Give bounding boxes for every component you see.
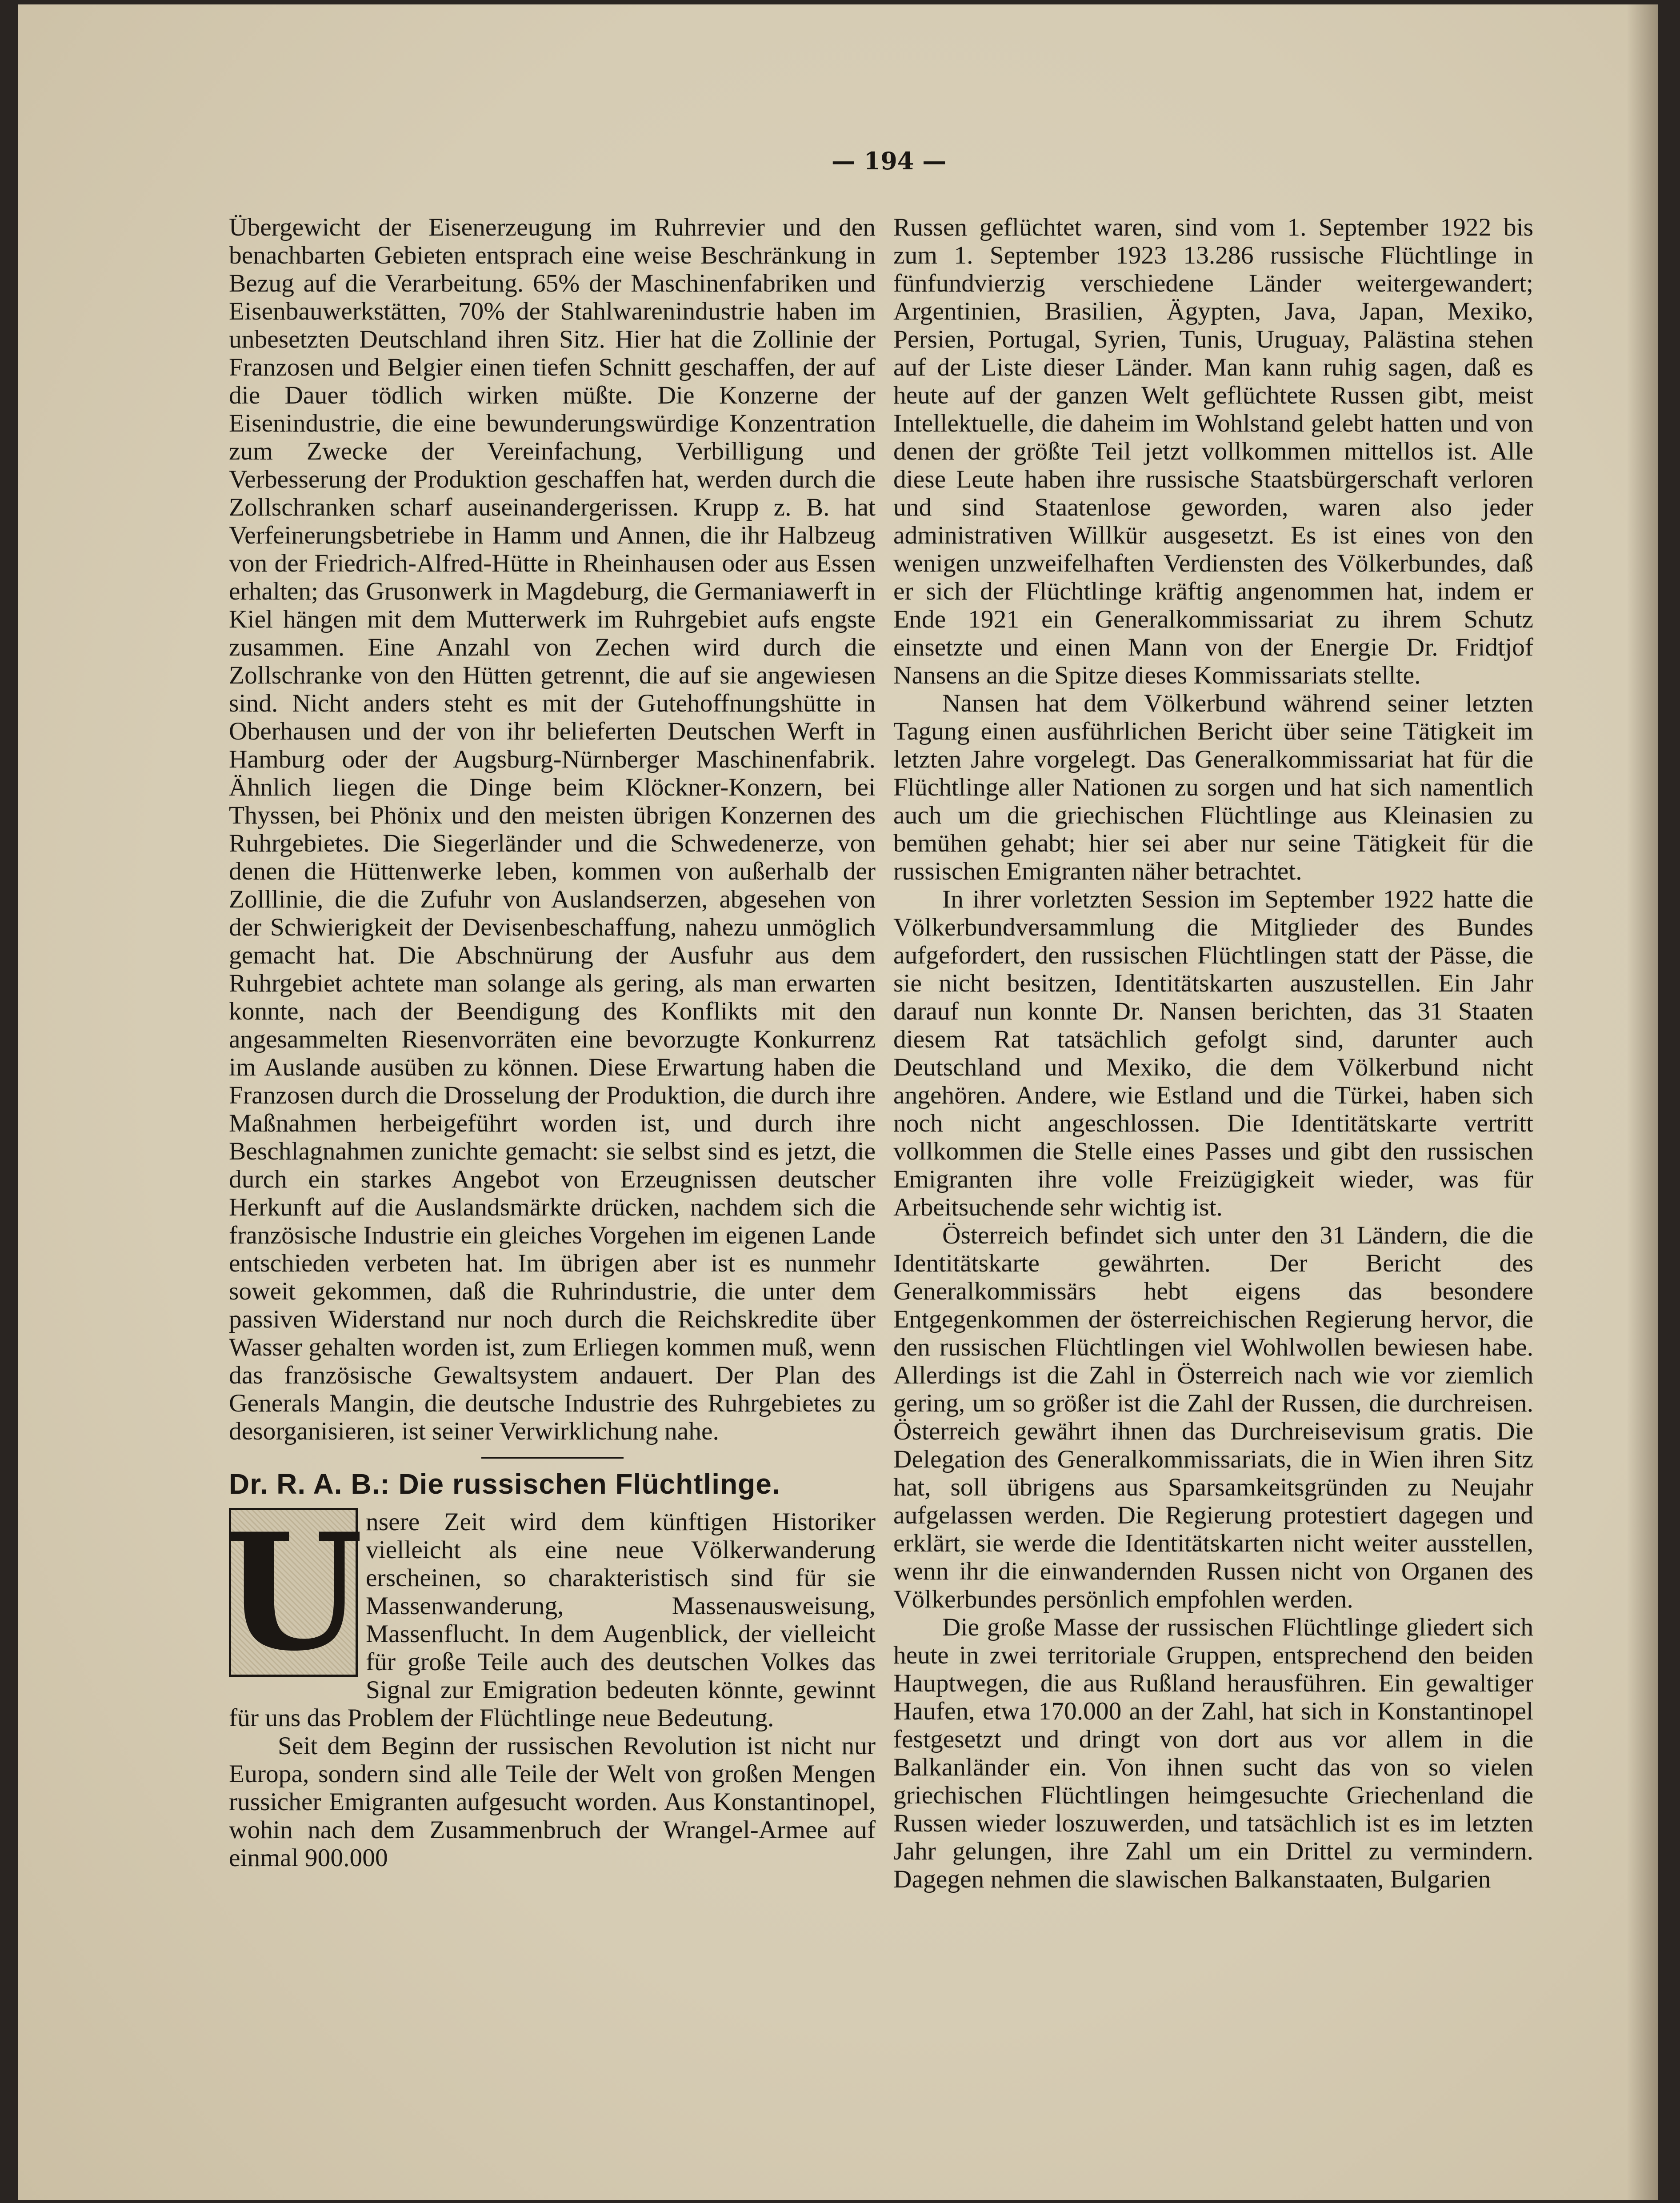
right-paragraph-5: Die große Masse der russischen Flüchtlinge gliedert sich heute in zwei territoriale Gruppen, entsprechend den beiden Hauptwegen, die aus Rußland herausführen. Ein gewaltiger Haufen, etwa 170.000 an der Zahl, hat sich in Konstantinopel festgesetzt und dringt von dort aus vor allem in die Balkanländer ein. Von ihnen sucht das von so vielen griechischen Flüchtlingen heimgesuchte Griechenland die Russen wieder loszuwerden, und tatsächlich ist es im letzten Jahr gelungen, ihre Zahl um ein Drittel zu vermindern. Dagegen nehmen die slawischen Balkanstaaten, Bulgarien (893, 1613, 1533, 1893)
page-edge-shadow (1627, 4, 1658, 2200)
page-number: — 194 — (831, 147, 947, 175)
right-paragraph-2: Nansen hat dem Völkerbund während seiner letzten Tagung einen ausführlichen Bericht über seine Tätigkeit im letzten Jahre vorgelegt. Das Generalkommissariat hat für die Flüchtlinge aller Nationen zu sorgen und hat sich namentlich auch um die griechischen Flüchtlinge aus Kleinasien zu bemühen gehabt; hier sei aber nur seine Tätigkeit für die russischen Emigranten näher betrachtet. (893, 689, 1533, 885)
dropcap-initial (224, 1498, 363, 1686)
scanned-page (18, 4, 1658, 2200)
second-paragraph: Seit dem Beginn der russischen Revolution ist nicht nur Europa, sondern sind alle Teile der Welt von großen Mengen russicher Emigranten aufgesucht worden. Aus Konstantinopel, wohin nach dem Zusammenbruch der Wrangel-Armee auf einmal 900.000 (229, 1732, 876, 1872)
right-paragraph-1: Russen geflüchtet waren, sind vom 1. September 1922 bis zum 1. September 1923 13.286 russische Flüchtlinge in fünfundvierzig verschiedene Länder weitergewandert; Argentinien, Brasilien, Ägypten, Java, Japan, Mexiko, Persien, Portugal, Syrien, Tunis, Uruguay, Palästina stehen auf der Liste dieser Länder. Man kann ruhig sagen, daß es heute auf der ganzen Welt geflüchtete Russen gibt, meist Intellektuelle, die daheim im Wohlstand gelebt hatten und von denen der größte Teil jetzt vollkommen mittellos ist. Alle diese Leute haben ihre russische Staatsbürgerschaft verloren und sind Staatenlose geworden, waren also jeder administrativen Willkür ausgesetzt. Es ist eines von den wenigen unzweifelhaften Verdiensten des Völkerbundes, daß er sich der Flüchtlinge kräftig angenommen hat, indem er Ende 1921 ein Generalkommissariat zu ihrem Schutz einsetzte und einen Mann von der Energie Dr. Fridtjof Nansens an die Spitze dieses Kommissariats stellte. (893, 213, 1533, 689)
right-paragraph-4: Österreich befindet sich unter den 31 Ländern, die die Identitätskarte gewährten. Der Bericht des Generalkommissärs hebt eigens das besondere Entgegenkommen der österreichischen Regierung hervor, die den russischen Flüchtlingen viel Wohlwollen bewiesen habe. Allerdings ist die Zahl in Österreich nach wie vor ziemlich gering, um so größer ist die Zahl der Russen, die durchreisen. Österreich gewährt ihnen das Durchreisevisum gratis. Die Delegation des Generalkommissariats, die in Wien ihren Sitz hat, soll übrigens aus Sparsamkeitsgründen zu Neujahr aufgelassen werden. Die Regierung protestiert dagegen und erklärt, sie werde die Identitätskarten nicht weiter ausstellen, wenn ihr die einwandernden Russen nicht von Organen des Völkerbundes persönlich empfohlen werden. (893, 1221, 1533, 1613)
dropcap-letter: U (224, 1498, 363, 1686)
left-column (224, 213, 876, 1872)
right-column (893, 213, 1533, 1893)
continued-paragraph: Übergewicht der Eisenerzeugung im Ruhrrevier und den benachbarten Gebieten entsprach eine weise Beschränkung in Bezug auf die Verarbeitung. 65% der Maschinenfabriken und Eisenbauwerkstätten, 70% der Stahlwarenindustrie haben im unbesetzten Deutschland ihren Sitz. Hier hat die Zollinie der Franzosen und Belgier einen tiefen Schnitt geschaffen, der auf die Dauer tödlich wirken müßte. Die Konzerne der Eisenindustrie, die eine bewunderungswürdige Konzentration zum Zwecke der Vereinfachung, Verbilligung und Verbesserung der Produktion geschaffen hat, werden durch die Zollschranken scharf auseinandergerissen. Krupp z. B. hat Verfeinerungsbetriebe in Hamm und Annen, die ihr Halbzeug von der Friedrich-Alfred-Hütte in Rheinhausen oder aus Essen erhalten; das Grusonwerk in Magdeburg, die Germaniawerft in Kiel hängen mit dem Mutterwerk im Ruhrgebiet aufs engste zusammen. Eine Anzahl von Zechen wird durch die Zollschranke von den Hütten getrennt, die auf sie angewiesen sind. Nicht anders steht es mit der Gutehoffnungshütte in Oberhausen und der von ihr belieferten Deutschen Werft in Hamburg oder der Augsburg-Nürnberger Maschinenfabrik. Ähnlich liegen die Dinge beim Klöckner-Konzern, bei Thyssen, bei Phönix und den meisten übrigen Konzernen des Ruhrgebietes. Die Siegerländer und die Schwedenerze, von denen die Hüttenwerke leben, kommen von außerhalb der Zolllinie, die die Zufuhr von Auslandserzen, abgesehen von der Schwierigkeit der Devisenbeschaffung, nahezu unmöglich gemacht hat. Die Abschnürung der Ausfuhr aus dem Ruhrgebiet achtete man solange als gering, als man erwarten konnte, nach der Beendigung des Konflikts mit den angesammelten Riesenvorräten eine bevorzugte Konkurrenz im Auslande ausüben zu können. Diese Erwartung haben die Franzosen durch die Drosselung der Produktion, die durch ihre Maßnahmen herbeigeführt worden ist, und durch ihre Beschlagnahmen zunichte gemacht: sie selbst sind es jetzt, die durch ein starkes Angebot von Erzeugnissen deutscher Herkunft auf die Auslandsmärkte drücken, nachdem sich die französische Industrie ein gleiches Vorgehen im eigenen Lande entschieden verbeten hat. Im übrigen aber ist es nunmehr soweit gekommen, daß die Ruhrindustrie, die unter dem passiven Widerstand nur noch durch die Reichskredite über Wasser gehalten worden ist, zum Erliegen kommen muß, wenn das französische Gewaltsystem andauert. Der Plan des Generals Mangin, die deutsche Industrie des Ruhrgebietes zu desorganisieren, ist seiner Verwirklichung nahe. (229, 213, 876, 1445)
right-paragraph-3: In ihrer vorletzten Session im September 1922 hatte die Völkerbundversammlung die Mitglieder des Bundes aufgefordert, den russischen Flüchtlingen statt der Pässe, die sie nicht besitzen, Identitätskarten auszustellen. Ein Jahr darauf nun konnte Dr. Nansen berichten, das 31 Staaten diesem Rat tatsächlich gefolgt sind, darunter auch Deutschland und Mexiko, die dem Völkerbund nicht angehören. Andere, wie Estland und die Türkei, haben sich noch nicht angeschlossen. Die Identitätskarte vertritt vollkommen die Stelle eines Passes und gibt den russischen Emigranten ihre volle Freizügigkeit wieder, was für Arbeitsuchende sehr wichtig ist. (893, 885, 1533, 1221)
article-title: Dr. R. A. B.: Die russischen Flüchtlinge. (229, 1468, 780, 1500)
section-divider (481, 1457, 624, 1459)
first-paragraph: nsere Zeit wird dem künftigen Historiker vielleicht als eine neue Völkerwanderung erscheinen, so charakteristisch sind für sie Massenwanderung, Massenausweisung, Massenflucht. In dem Augenblick, der vielleicht für große Teile auch des deutschen Volkes das Signal zur Emigration bedeuten könnte, gewinnt für uns das Problem der Flüchtlinge neue Bedeutung. (229, 1508, 876, 1732)
